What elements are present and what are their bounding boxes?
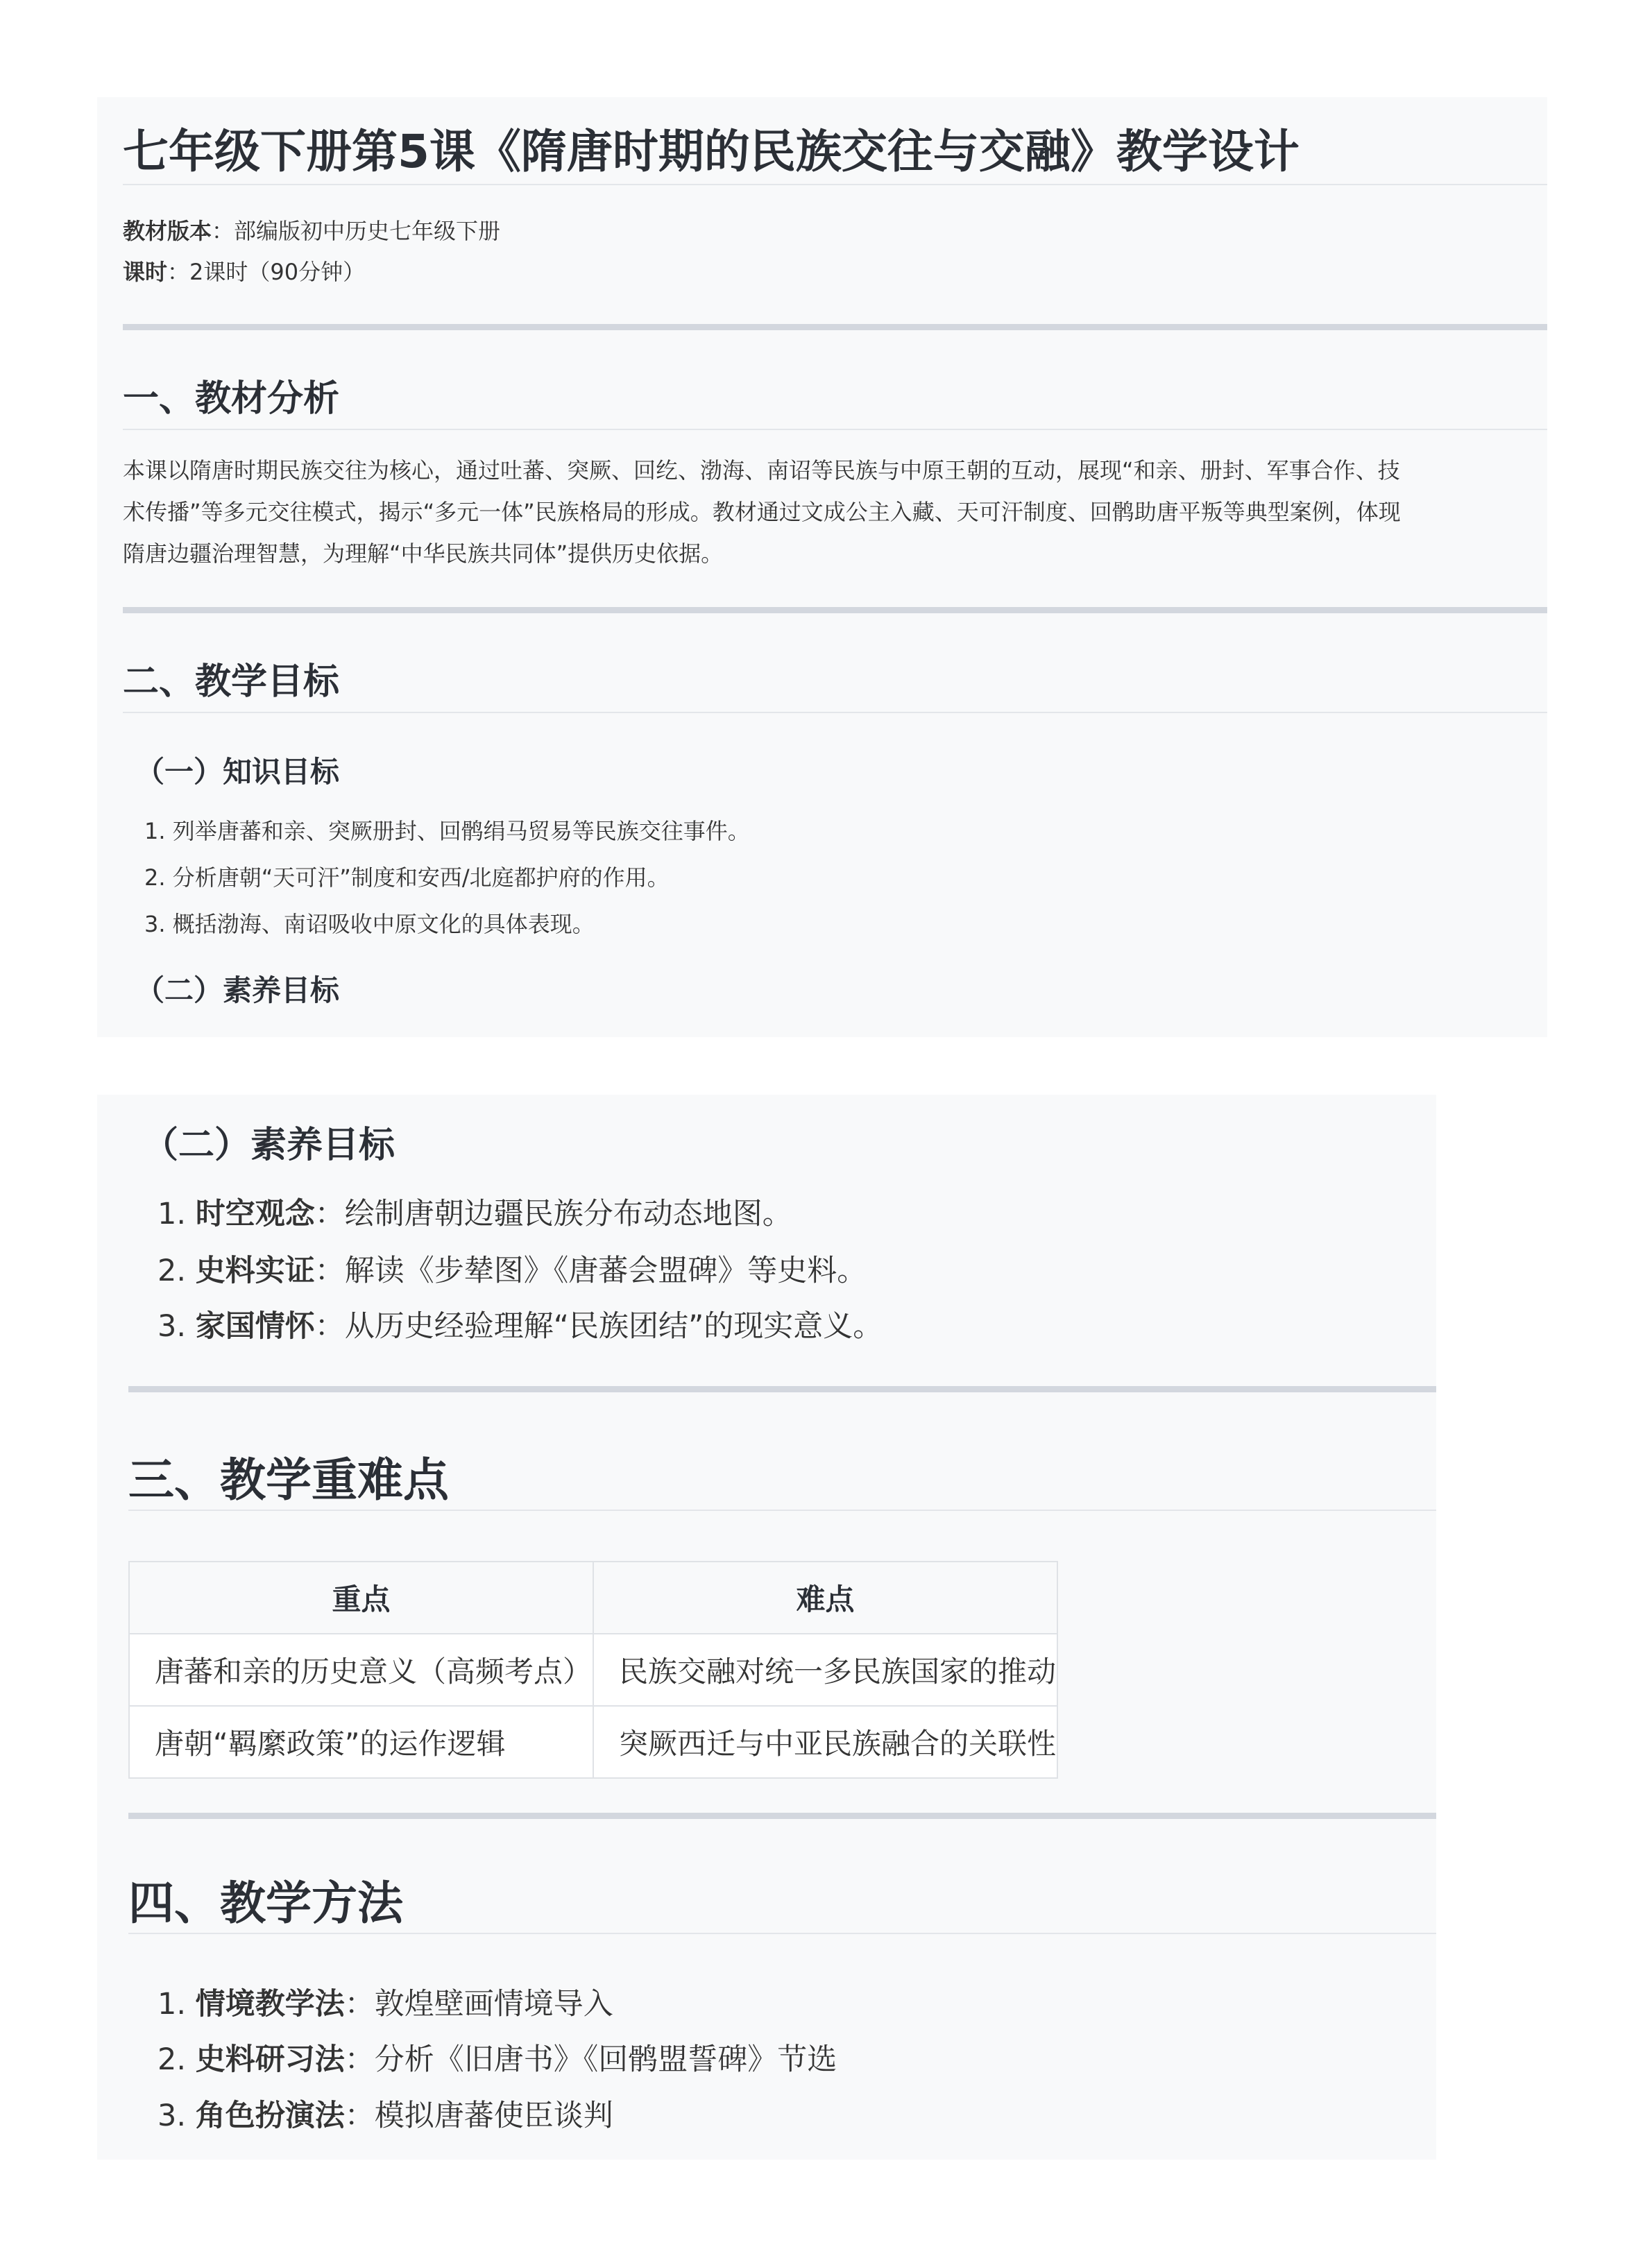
item-number: 1. [157, 1197, 196, 1231]
analysis-line: 本课以隋唐时期民族交往为核心，通过吐蕃、突厥、回纥、渤海、南诏等民族与中原王朝的互动，展现“和亲、册封、军事合作、技 [123, 457, 1400, 484]
item-term: 家国情怀 [195, 1309, 315, 1344]
method-item [157, 2036, 837, 2078]
item-number: 1. [157, 1987, 196, 2022]
item-term: 角色扮演法 [195, 2099, 345, 2133]
literacy-item [157, 1303, 883, 1345]
analysis-line: 隋唐边疆治理智慧，为理解“中华民族共同体”提供历史依据。 [123, 540, 724, 567]
heading-underline [128, 1510, 1436, 1511]
table-header-row [129, 1562, 1057, 1634]
analysis-line: 术传播”等多元交往模式，揭示“多元一体”民族格局的形成。教材通过文成公主入藏、天可汗制度、回鹘助唐平叛等典型案例，体现 [123, 499, 1401, 525]
item-term: 史料研习法 [195, 2042, 345, 2077]
method-item [157, 2092, 613, 2135]
subheading-knowledge: （一）知识目标 [135, 755, 340, 789]
literacy-item [157, 1190, 792, 1233]
title-divider [123, 184, 1547, 185]
item-term: 史料实证 [195, 1254, 315, 1288]
table-cell: 唐蕃和亲的历史意义（高频考点） [129, 1634, 593, 1706]
item-text: ：绘制唐朝边疆民族分布动态地图。 [314, 1197, 792, 1231]
section-heading-objectives: 二、教学目标 [123, 661, 340, 703]
document-panel-bottom [97, 1095, 1436, 2160]
meta-hours-label: 课时 [123, 259, 168, 285]
table-row [129, 1634, 1057, 1706]
item-text: ：分析《旧唐书》《回鹘盟誓碑》节选 [344, 2042, 837, 2077]
analysis-paragraph [123, 450, 1401, 574]
heading-underline [123, 712, 1547, 713]
item-number: 3. [157, 1309, 196, 1344]
meta-hours-value: ：2课时（90分钟） [167, 259, 366, 285]
knowledge-item: 3. 概括渤海、南诏吸收中原文化的具体表现。 [144, 911, 595, 937]
section-divider [128, 1813, 1436, 1819]
section-divider [123, 607, 1547, 613]
item-number: 2. [157, 2042, 196, 2077]
table-cell: 民族交融对统一多民族国家的推动 [593, 1634, 1057, 1706]
item-text: ：解读《步辇图》《唐蕃会盟碑》等史料。 [314, 1254, 867, 1288]
item-number: 2. [157, 1254, 196, 1288]
item-text: ：从历史经验理解“民族团结”的现实意义。 [314, 1309, 883, 1344]
section-heading-key-points: 三、教学重难点 [128, 1453, 449, 1507]
table-row [129, 1706, 1057, 1778]
meta-edition-value: ：部编版初中历史七年级下册 [212, 218, 501, 244]
meta-edition [123, 214, 500, 246]
section-heading-methods: 四、教学方法 [128, 1877, 403, 1930]
table-cell: 突厥西迁与中亚民族融合的关联性 [593, 1706, 1057, 1778]
item-number: 3. [157, 2099, 196, 2133]
item-text: ：模拟唐蕃使臣谈判 [344, 2099, 613, 2133]
method-item [157, 1981, 613, 2023]
table-header-difficult: 难点 [593, 1562, 1057, 1634]
page-title: 七年级下册第5课《隋唐时期的民族交往与交融》教学设计 [123, 125, 1300, 178]
item-text: ：敦煌壁画情境导入 [344, 1987, 613, 2022]
heading-underline [123, 429, 1547, 430]
table-cell: 唐朝“羁縻政策”的运作逻辑 [129, 1706, 593, 1778]
meta-hours [123, 255, 365, 287]
table-header-key: 重点 [129, 1562, 593, 1634]
knowledge-item: 2. 分析唐朝“天可汗”制度和安西/北庭都护府的作用。 [144, 864, 670, 891]
section-divider [123, 324, 1547, 330]
key-difficult-table [128, 1561, 1058, 1779]
section-heading-analysis: 一、教材分析 [123, 378, 340, 420]
item-term: 时空观念 [195, 1197, 315, 1231]
heading-underline [128, 1933, 1436, 1934]
knowledge-item: 1. 列举唐蕃和亲、突厥册封、回鹘绢马贸易等民族交往事件。 [144, 818, 750, 844]
item-term: 情境教学法 [195, 1987, 345, 2022]
literacy-item [157, 1247, 867, 1290]
subheading-literacy: （二）素养目标 [142, 1125, 395, 1166]
meta-edition-label: 教材版本 [123, 218, 212, 244]
document-panel-top [97, 97, 1547, 1037]
subheading-literacy: （二）素养目标 [135, 973, 340, 1007]
section-divider [128, 1386, 1436, 1392]
